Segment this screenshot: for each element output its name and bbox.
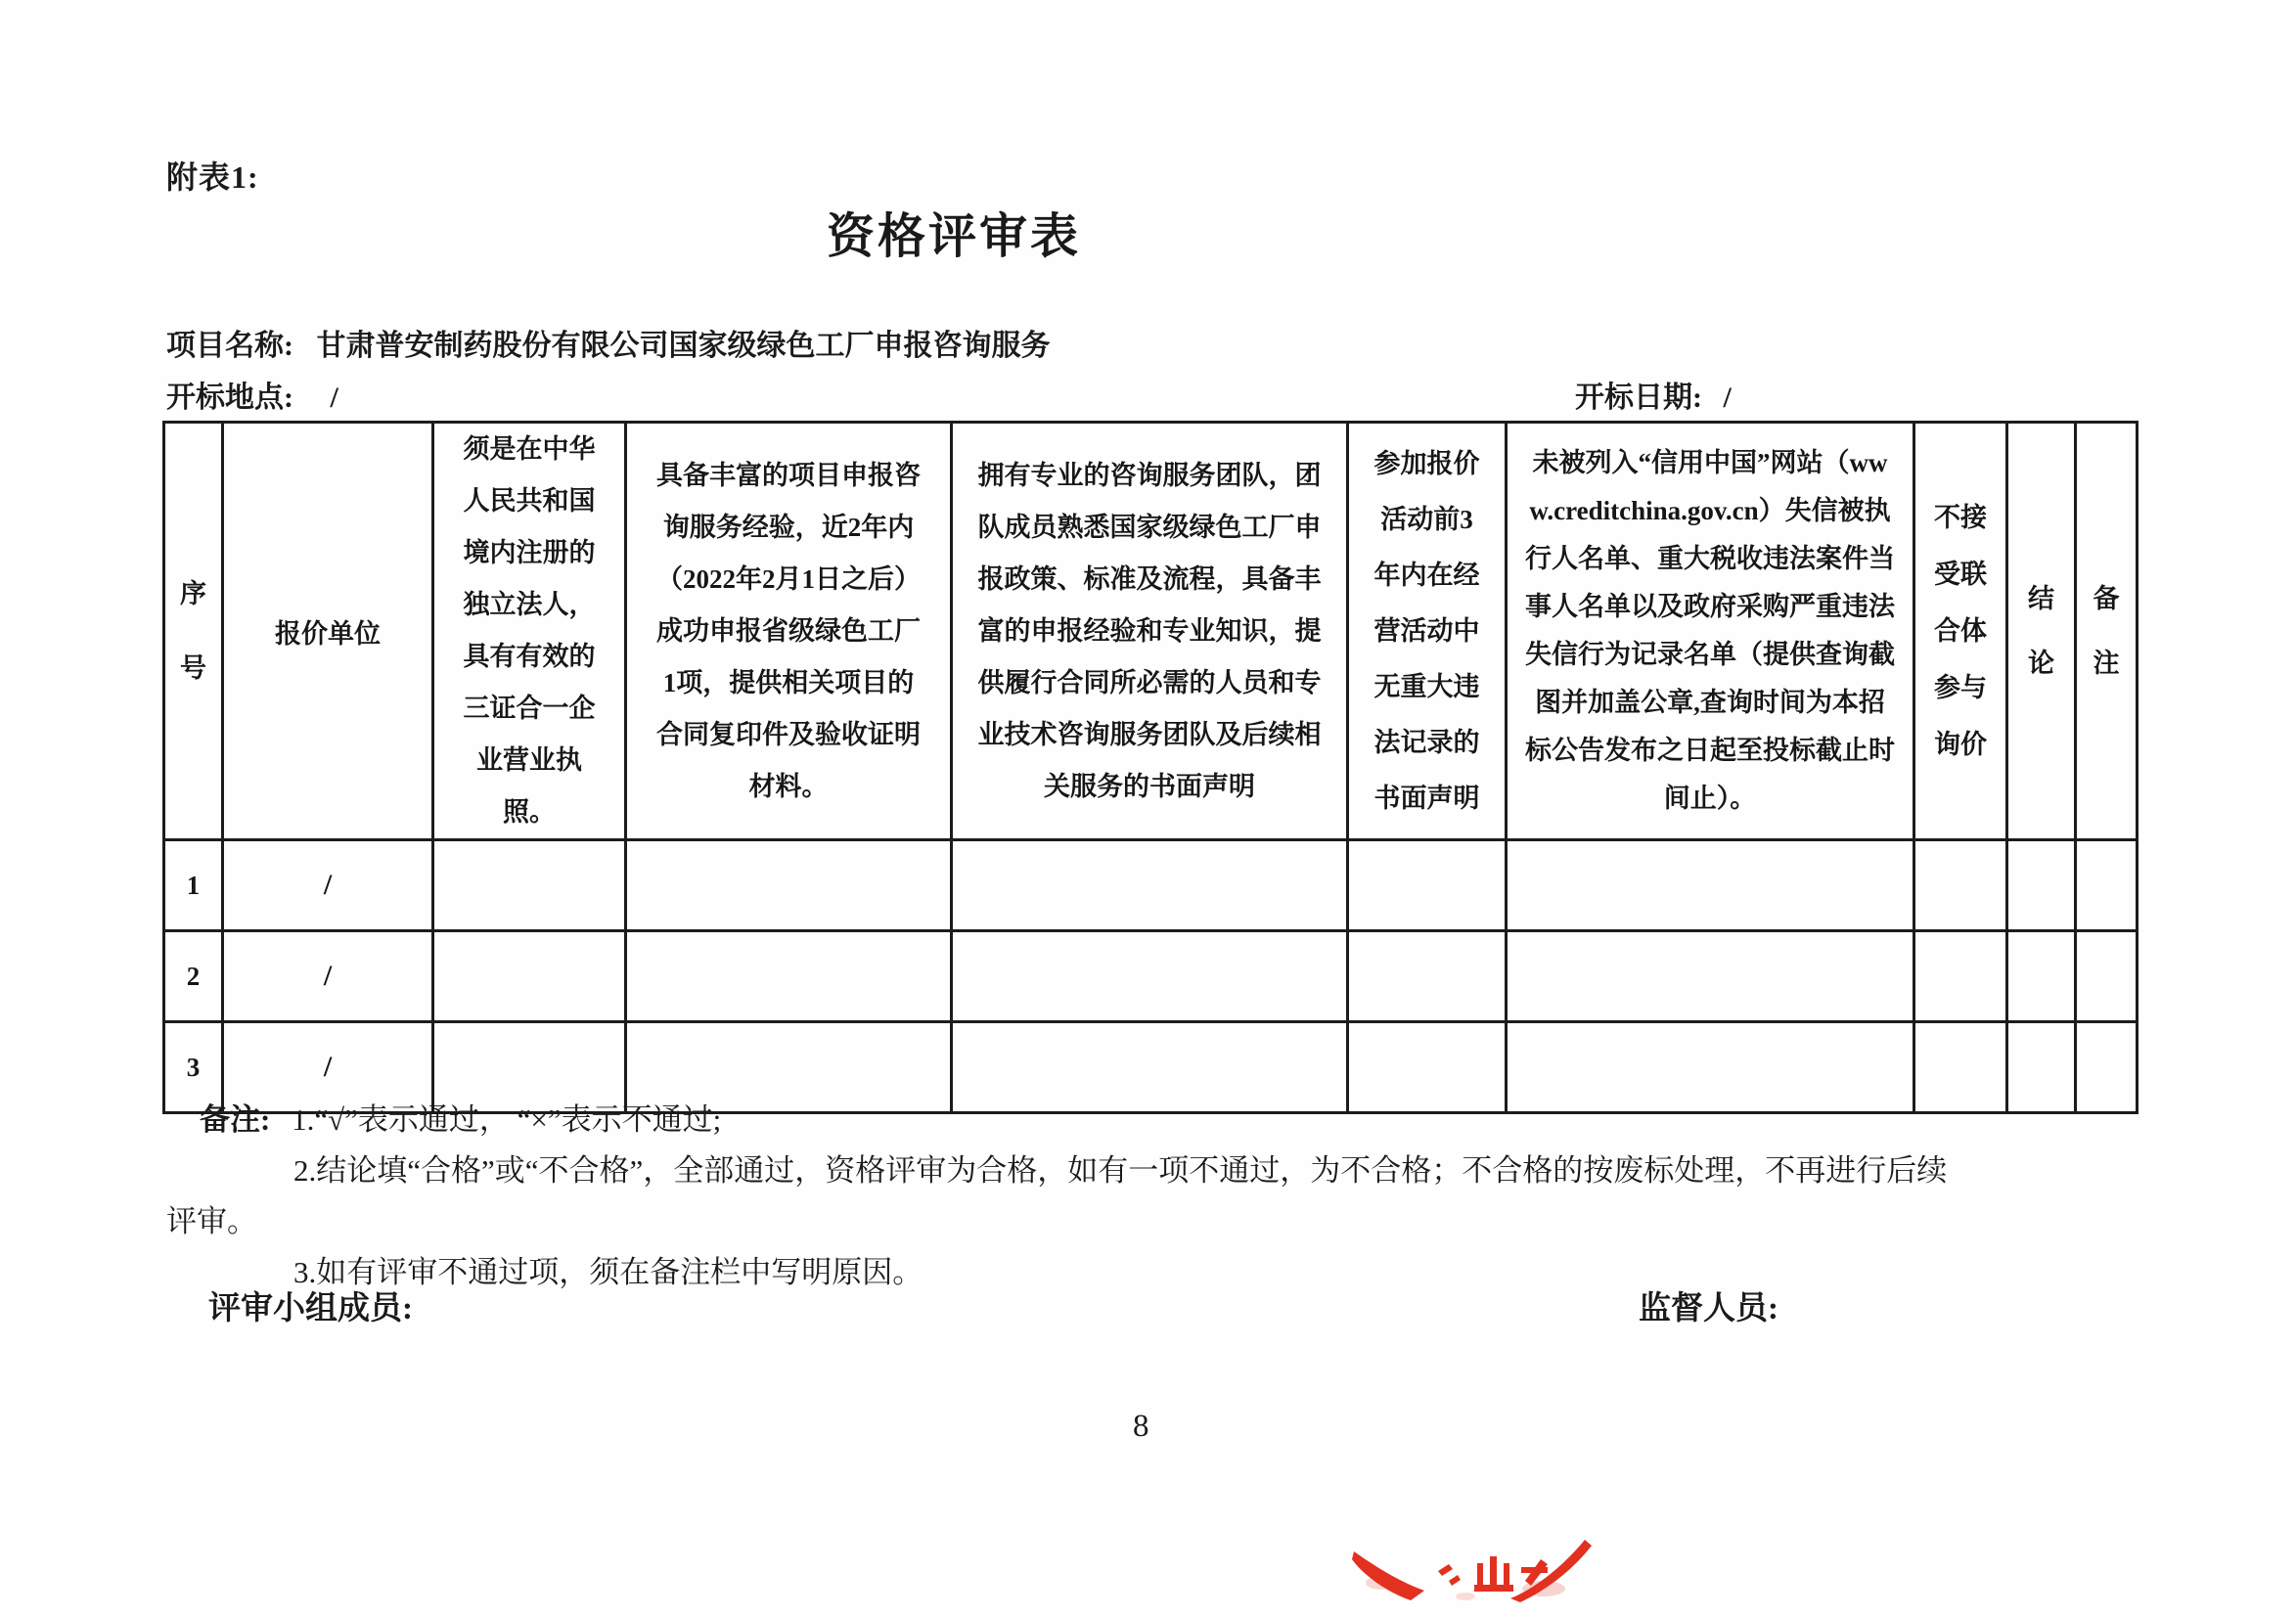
header-no-violation: 参加报价活动前3年内在经营活动中无重大违法记录的书面声明 — [1348, 423, 1507, 840]
header-remark: 备注 — [2076, 423, 2138, 840]
cell-empty — [2076, 840, 2138, 931]
project-name-value: 甘肃普安制药股份有限公司国家级绿色工厂申报咨询服务 — [316, 330, 1051, 362]
cell-supplier: / — [223, 840, 433, 931]
table-header-row — [164, 423, 2138, 840]
project-name-line — [166, 321, 1051, 364]
table-row — [164, 840, 2138, 931]
cell-empty — [2007, 1022, 2076, 1113]
bid-date-line — [1575, 373, 1732, 416]
supervisor-label: 监督人员: — [1639, 1291, 1778, 1326]
cell-empty — [952, 840, 1348, 931]
header-team: 拥有专业的咨询服务团队，团队成员熟悉国家级绿色工厂申报政策、标准及流程，具备丰富的申报经验和专业知识，提供履行合同所必需的人员和专业技术咨询服务团队及后续相关服务的书面声明 — [952, 423, 1348, 840]
bid-location-value: / — [330, 382, 338, 414]
notes-line-3: 3.如有评审不通过项，须在备注栏中写明原因。 — [293, 1255, 923, 1289]
cell-empty — [626, 931, 952, 1022]
cell-empty — [1348, 840, 1507, 931]
cell-empty — [952, 1022, 1348, 1113]
cell-seq: 1 — [164, 840, 223, 931]
cell-empty — [1507, 1022, 1914, 1113]
header-seq: 序号 — [164, 423, 223, 840]
table-row — [164, 931, 2138, 1022]
cell-empty — [952, 931, 1348, 1022]
review-team-label: 评审小组成员: — [208, 1291, 413, 1326]
cell-empty — [626, 840, 952, 931]
project-name-label: 项目名称: — [166, 330, 293, 362]
header-supplier: 报价单位 — [223, 423, 433, 840]
cell-empty — [1348, 931, 1507, 1022]
header-conclusion: 结论 — [2007, 423, 2076, 840]
header-credit-china: 未被列入“信用中国”网站（www.creditchina.gov.cn）失信被执行人名单、重大税收违法案件当事人名单以及政府采购严重违法失信行为记录名单（提供查询截图并加盖公章,查询时间为本招标公告发布之日起至投标截止时间止）。 — [1507, 423, 1914, 840]
notes-line-1 — [200, 1095, 721, 1139]
cell-empty — [2007, 840, 2076, 931]
header-experience: 具备丰富的项目申报咨询服务经验，近2年内（2022年2月1日之后）成功申报省级绿色工厂1项，提供相关项目的合同复印件及验收证明材料。 — [626, 423, 952, 840]
bid-location-line — [166, 373, 338, 416]
qualification-review-table — [162, 421, 2138, 1114]
notes-line-1-text: 1.“√”表示通过， “×”表示不通过; — [292, 1102, 722, 1137]
attachment-label: 附表1: — [166, 159, 259, 195]
notes-label: 备注: — [200, 1102, 271, 1137]
cell-supplier: / — [223, 931, 433, 1022]
cell-seq: 3 — [164, 1022, 223, 1113]
bid-date-value: / — [1723, 382, 1732, 414]
cell-empty — [2076, 931, 2138, 1022]
header-legal-entity: 须是在中华人民共和国境内注册的独立法人，具有有效的三证合一企业营业执照。 — [433, 423, 626, 840]
cell-empty — [433, 840, 626, 931]
cell-empty — [1914, 931, 2007, 1022]
cell-empty — [433, 931, 626, 1022]
cell-seq: 2 — [164, 931, 223, 1022]
page-number: 8 — [1133, 1409, 1149, 1444]
cell-empty — [1507, 931, 1914, 1022]
cell-empty — [2076, 1022, 2138, 1113]
notes-line-2: 2.结论填“合格”或“不合格”，全部通过，资格评审为合格，如有一项不通过，为不合格；不合格的按废标处理，不再进行后续 — [293, 1153, 1948, 1188]
cell-empty — [2007, 931, 2076, 1022]
cell-empty — [1914, 840, 2007, 931]
red-seal-fragment-icon — [1352, 1540, 1592, 1604]
bid-date-label: 开标日期: — [1575, 382, 1702, 414]
cell-supplier: / — [223, 1022, 433, 1113]
page-title: 资格评审表 — [827, 209, 1082, 263]
cell-empty — [1507, 840, 1914, 931]
cell-empty — [1914, 1022, 2007, 1113]
notes-line-2-cont: 评审。 — [166, 1204, 257, 1238]
header-no-consortium: 不接受联合体参与询价 — [1914, 423, 2007, 840]
cell-empty — [1348, 1022, 1507, 1113]
bid-location-label: 开标地点: — [166, 382, 293, 414]
